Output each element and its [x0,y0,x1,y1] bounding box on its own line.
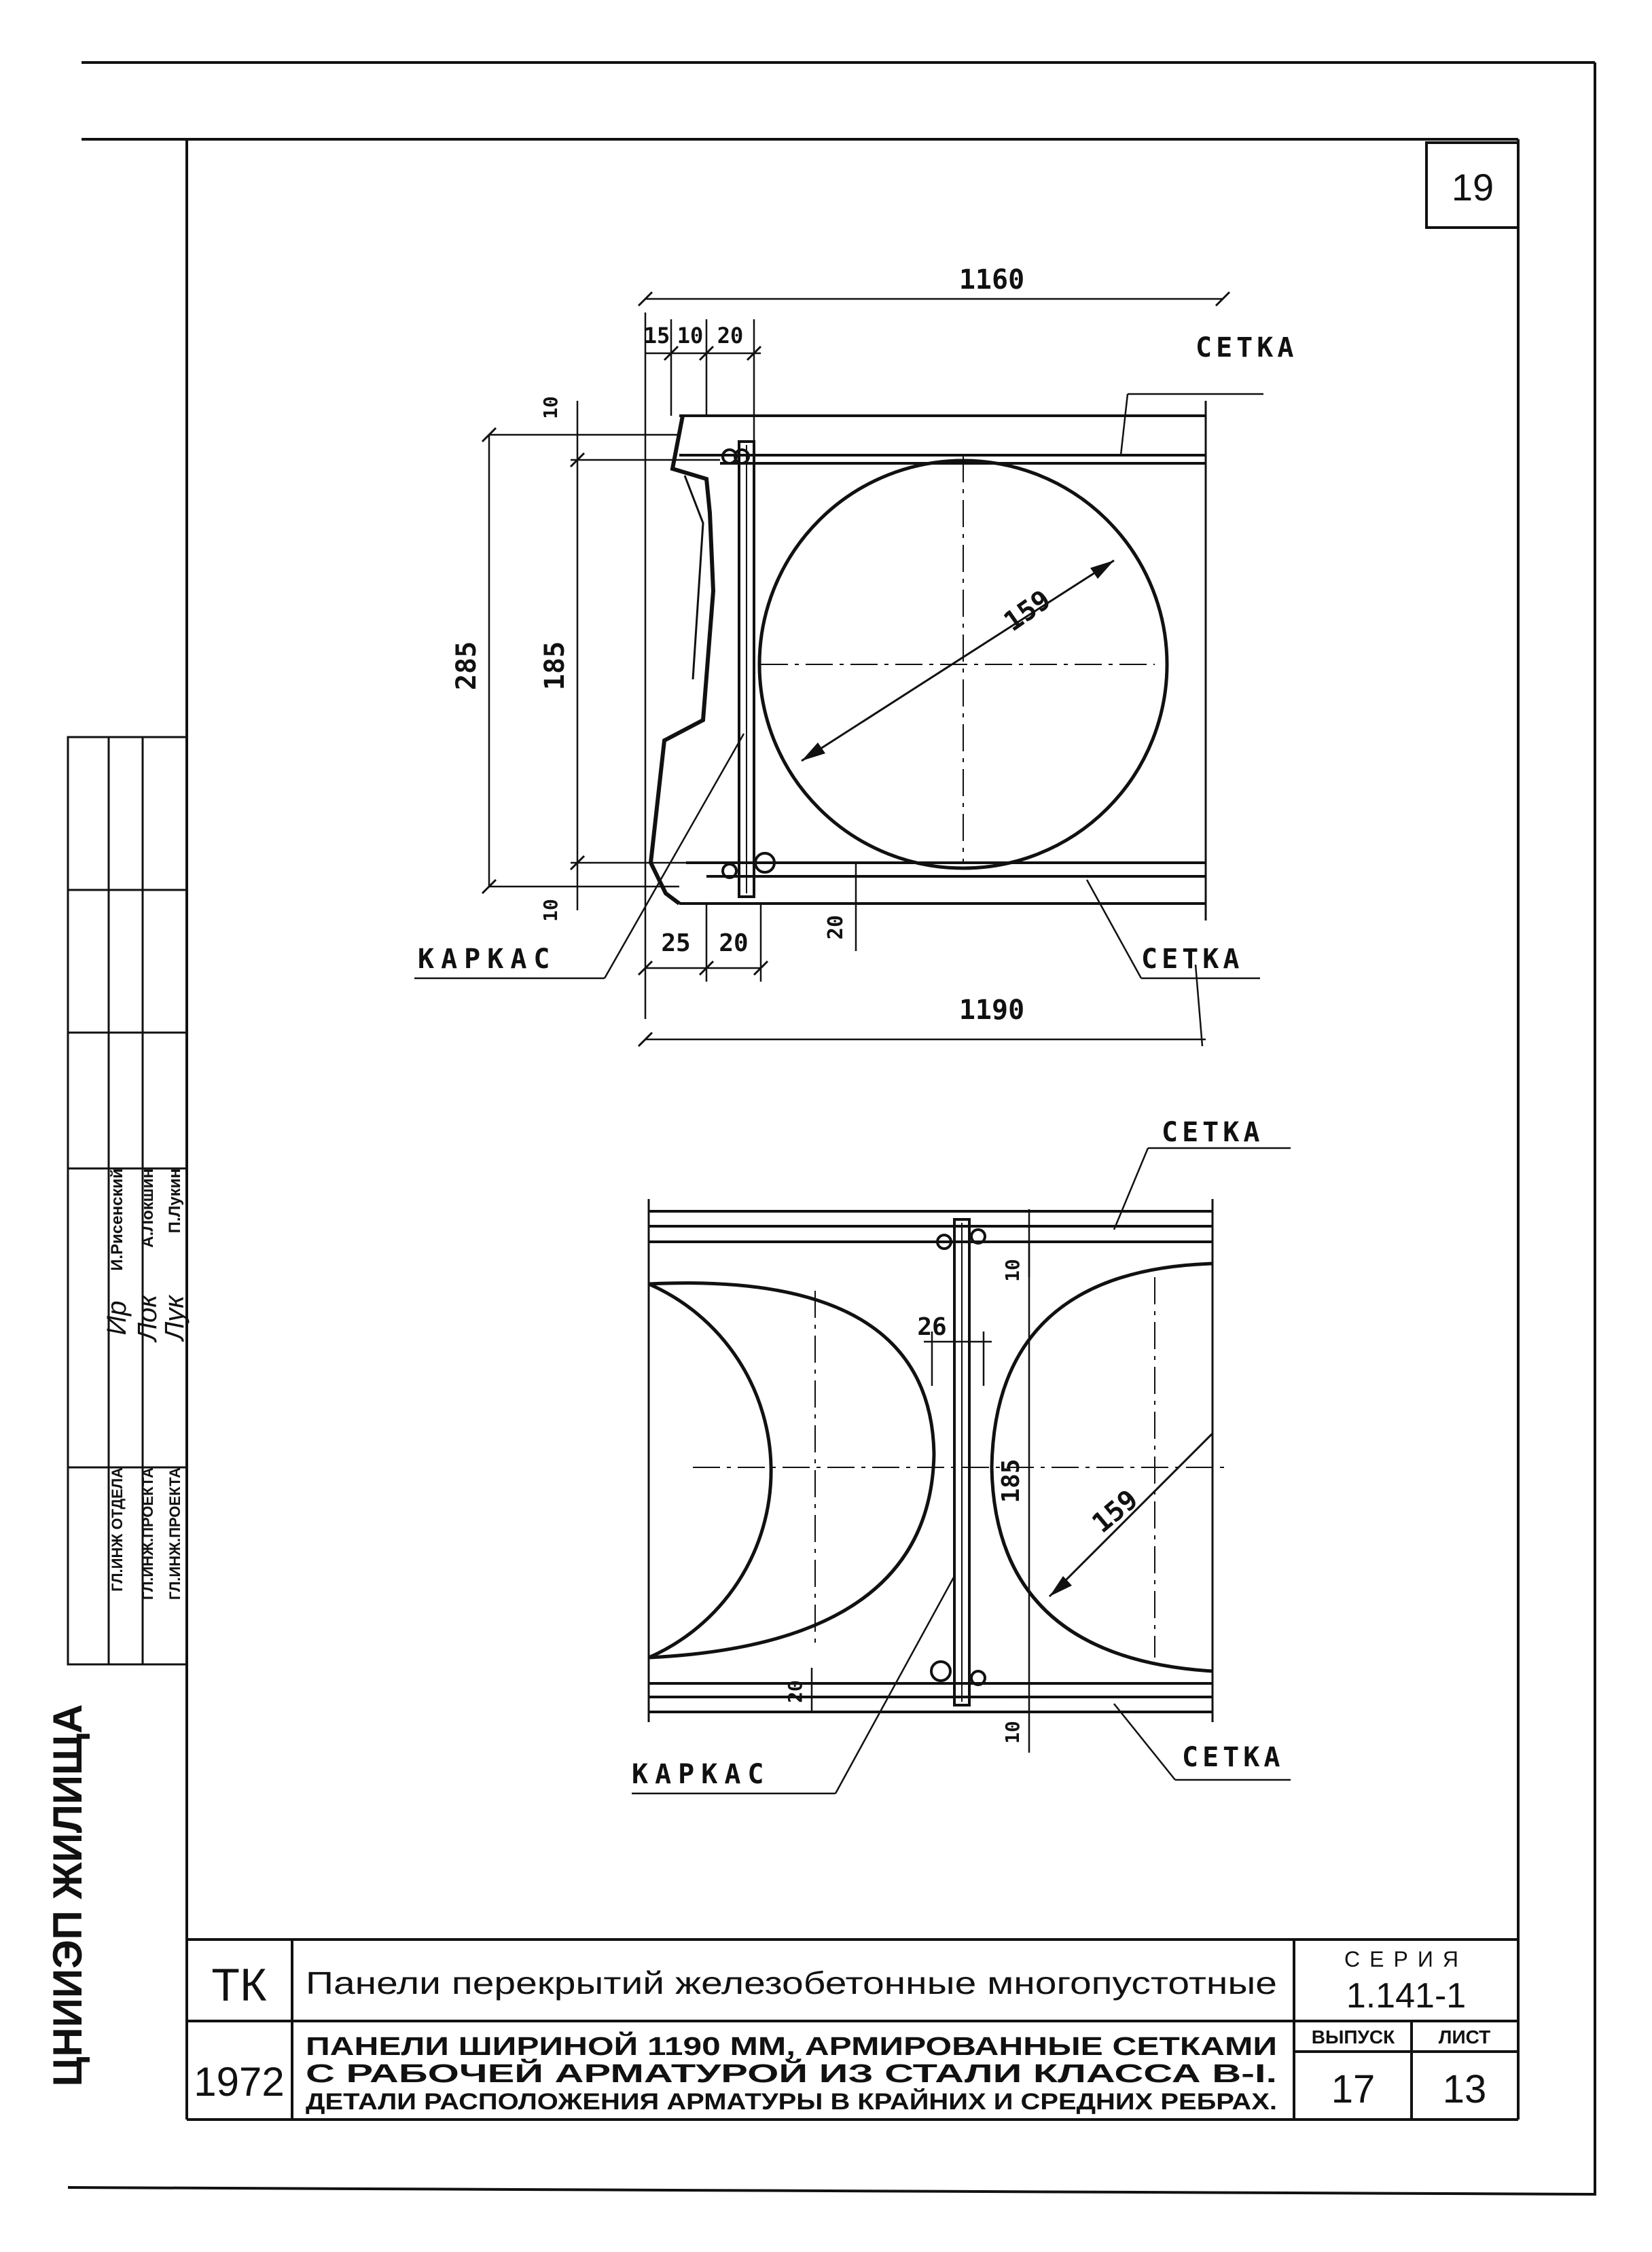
bottom-dim-185: 185 [997,1459,1025,1503]
signature-sign-2: Лок [132,1294,162,1342]
signature-sign-1: Ир [102,1300,132,1336]
top-karkas [723,442,774,897]
bottom-void-left [649,1284,771,1658]
signature-name-3: П.Лукин [166,1168,184,1234]
title-line-3: ДЕТАЛИ РАСПОЛОЖЕНИЯ АРМАТУРЫ В КРАЙНИХ И СРЕДНИХ РЕБРАХ. [306,2089,1133,2115]
top-dim-1160: 1160 [958,264,1025,296]
bottom-label-setka-1: СЕТКА [1162,1117,1264,1148]
signature-stamp: ЦНИИЭП ЖИЛИЩА [45,1704,90,2087]
signature-name-1: И.Рисенский [108,1168,126,1271]
top-dim-10: 10 [677,323,704,348]
top-dim-285: 285 [451,641,482,691]
bottom-label-setka-2: СЕТКА [1182,1742,1285,1773]
top-dim-20-bottom: 20 [719,929,749,957]
title-org: ТК [211,1959,267,2011]
bottom-dim-10-bottom: 10 [1001,1721,1024,1744]
signature-role-1: ГЛ.ИНЖ ОТДЕЛА [109,1467,126,1592]
signature-sign-3: Лук [160,1295,190,1341]
top-dim-20-vertical: 20 [824,914,848,940]
page-number: 19 [1451,166,1494,209]
title-main: Панели перекрытий железобетонные многопустотные [306,1965,1277,2001]
bottom-dim-26: 26 [917,1313,947,1341]
top-dim-25: 25 [661,929,691,957]
top-dim-159: 159 [998,584,1057,638]
bottom-detail [632,1148,1291,1793]
top-center-lines [761,455,1155,863]
title-line-2: С РАБОЧЕЙ АРМАТУРОЙ ИЗ СТАЛИ КЛАССА В-I. [306,2060,927,2088]
top-dim-10-edge: 10 [539,396,562,419]
vypusk-value: 17 [1331,2067,1376,2111]
top-dim-185: 185 [539,641,571,691]
top-label-setka-1: СЕТКА [1196,332,1298,363]
bottom-dim-159: 159 [1086,1484,1145,1539]
top-label-karkas: КАРКАС [418,944,557,975]
bottom-karkas [931,1219,985,1705]
title-year: 1972 [194,2059,285,2105]
list-label: ЛИСТ [1438,2026,1491,2048]
title-line-1: ПАНЕЛИ ШИРИНОЙ 1190 ММ, АРМИРОВАННЫЕ СЕТКАМИ [306,2033,1049,2061]
signature-role-3: ГЛ.ИНЖ.ПРОЕКТА [166,1467,183,1601]
top-dim-10-bottom: 10 [539,899,562,922]
top-dim-1190: 1190 [958,995,1025,1026]
bottom-dim-20: 20 [784,1680,806,1703]
top-dim-15: 15 [643,323,670,348]
top-dim-20: 20 [717,323,744,348]
top-panel-edge [651,416,713,904]
seria-label: СЕРИЯ [1344,1947,1468,1971]
seria-value: 1.141-1 [1346,1976,1467,2016]
vypusk-label: ВЫПУСК [1311,2026,1395,2048]
top-diameter-line [802,560,1114,761]
signature-role-2: ГЛ.ИНЖ.ПРОЕКТА [139,1467,156,1601]
list-value: 13 [1442,2067,1487,2111]
bottom-label-karkas: КАРКАС [632,1759,771,1790]
signature-name-2: А.Локшин [139,1168,157,1248]
bottom-dim-10-top: 10 [1001,1259,1024,1282]
sheet-frame [68,62,1596,2194]
top-label-setka-2: СЕТКА [1141,944,1244,975]
